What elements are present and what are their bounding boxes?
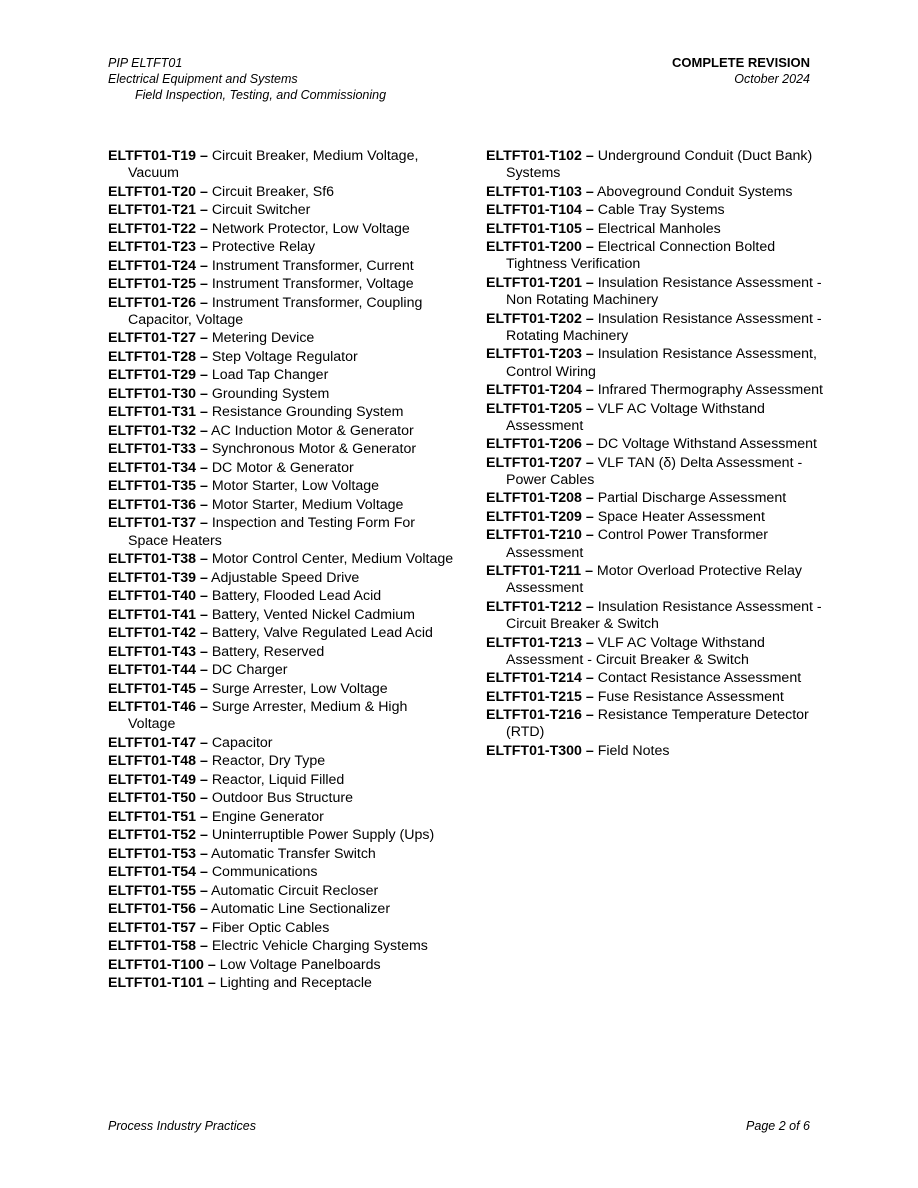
form-title: Load Tap Changer bbox=[211, 367, 329, 384]
form-title: Instrument Transformer, Voltage bbox=[211, 276, 414, 293]
form-title: Engine Generator bbox=[211, 808, 324, 825]
form-title: Metering Device bbox=[211, 330, 315, 347]
form-entry bbox=[108, 662, 458, 679]
form-code: ELTFT01-T212 – bbox=[486, 598, 594, 615]
form-title: Communications bbox=[211, 864, 318, 881]
form-code: ELTFT01-T21 – bbox=[108, 202, 208, 219]
form-entry bbox=[108, 901, 458, 918]
form-code: ELTFT01-T215 – bbox=[486, 688, 594, 705]
form-code: ELTFT01-T58 – bbox=[108, 938, 208, 955]
form-code: ELTFT01-T206 – bbox=[486, 436, 594, 453]
form-entry bbox=[108, 404, 458, 421]
form-title: Infrared Thermography Assessment bbox=[597, 382, 823, 399]
form-code: ELTFT01-T56 – bbox=[108, 901, 208, 918]
form-title: Instrument Transformer, Current bbox=[211, 257, 414, 274]
form-title: Partial Discharge Assessment bbox=[597, 490, 787, 507]
form-entry bbox=[108, 367, 458, 384]
form-entry bbox=[108, 202, 458, 219]
form-entry bbox=[108, 276, 458, 293]
form-title: Inspection and Testing Form For Space Heaters bbox=[128, 515, 416, 549]
form-code: ELTFT01-T25 – bbox=[108, 276, 208, 293]
form-title: Motor Starter, Low Voltage bbox=[211, 478, 379, 495]
form-title: Resistance Temperature Detector (RTD) bbox=[506, 707, 809, 741]
form-code: ELTFT01-T45 – bbox=[108, 680, 208, 697]
form-entry bbox=[486, 346, 826, 380]
form-title: Synchronous Motor & Generator bbox=[211, 441, 417, 458]
form-title: Contact Resistance Assessment bbox=[597, 670, 802, 687]
form-title: Circuit Breaker, Medium Voltage, Vacuum bbox=[128, 148, 419, 182]
form-entry bbox=[108, 753, 458, 770]
form-title: Grounding System bbox=[211, 385, 330, 402]
form-entry bbox=[108, 588, 458, 605]
form-code: ELTFT01-T46 – bbox=[108, 699, 208, 716]
form-title: Electrical Manholes bbox=[597, 220, 721, 237]
form-code: ELTFT01-T42 – bbox=[108, 625, 208, 642]
form-title: Insulation Resistance Assessment - Rotating Machinery bbox=[506, 310, 822, 344]
form-title: Instrument Transformer, Coupling Capacitor, Voltage bbox=[128, 294, 423, 328]
form-entry bbox=[108, 883, 458, 900]
form-entry bbox=[108, 423, 458, 440]
form-title: Electric Vehicle Charging Systems bbox=[211, 938, 428, 955]
form-entry bbox=[486, 490, 826, 507]
form-title: Insulation Resistance Assessment - Non Rotating Machinery bbox=[506, 274, 822, 309]
form-code: ELTFT01-T205 – bbox=[486, 400, 594, 417]
form-entry bbox=[108, 809, 458, 826]
form-title: Insulation Resistance Assessment, Control Wiring bbox=[506, 346, 817, 380]
form-code: ELTFT01-T27 – bbox=[108, 330, 208, 347]
form-entry bbox=[108, 625, 458, 642]
form-code: ELTFT01-T208 – bbox=[486, 490, 594, 507]
form-title: DC Motor & Generator bbox=[211, 459, 354, 476]
form-code: ELTFT01-T207 – bbox=[486, 454, 594, 471]
form-entry bbox=[108, 239, 458, 256]
page-header-left bbox=[108, 55, 386, 103]
form-entry bbox=[108, 349, 458, 366]
form-entry bbox=[108, 975, 458, 992]
form-code: ELTFT01-T300 – bbox=[486, 742, 594, 759]
form-entry bbox=[108, 699, 458, 733]
form-code: ELTFT01-T47 – bbox=[108, 734, 208, 751]
form-title: Low Voltage Panelboards bbox=[219, 956, 381, 973]
form-code: ELTFT01-T35 – bbox=[108, 478, 208, 495]
form-title: Battery, Reserved bbox=[211, 643, 325, 660]
form-code: ELTFT01-T33 – bbox=[108, 441, 208, 458]
forms-list-right bbox=[486, 148, 826, 761]
form-code: ELTFT01-T31 – bbox=[108, 404, 208, 421]
form-code: ELTFT01-T105 – bbox=[486, 220, 594, 237]
revision-date: October 2024 bbox=[734, 72, 810, 86]
form-entry bbox=[486, 436, 826, 453]
form-entry bbox=[108, 790, 458, 807]
form-title: Insulation Resistance Assessment - Circuit Breaker & Switch bbox=[506, 598, 822, 633]
form-code: ELTFT01-T20 – bbox=[108, 183, 208, 200]
form-entry bbox=[108, 681, 458, 698]
form-title: Motor Control Center, Medium Voltage bbox=[211, 551, 454, 568]
form-entry bbox=[486, 743, 826, 760]
form-entry bbox=[486, 527, 826, 561]
form-code: ELTFT01-T209 – bbox=[486, 508, 594, 525]
footer-publisher: Process Industry Practices bbox=[108, 1119, 256, 1133]
form-code: ELTFT01-T201 – bbox=[486, 274, 594, 291]
form-code: ELTFT01-T30 – bbox=[108, 385, 208, 402]
form-entry bbox=[108, 221, 458, 238]
form-title: Reactor, Dry Type bbox=[211, 753, 326, 770]
form-code: ELTFT01-T37 – bbox=[108, 515, 208, 532]
form-code: ELTFT01-T102 – bbox=[486, 148, 594, 164]
form-entry bbox=[108, 330, 458, 347]
form-entry bbox=[486, 509, 826, 526]
form-title: Circuit Breaker, Sf6 bbox=[211, 183, 335, 200]
form-code: ELTFT01-T213 – bbox=[486, 634, 594, 651]
form-title: Step Voltage Regulator bbox=[211, 348, 358, 365]
form-title: Fuse Resistance Assessment bbox=[597, 688, 784, 705]
form-code: ELTFT01-T202 – bbox=[486, 310, 594, 327]
form-code: ELTFT01-T204 – bbox=[486, 382, 594, 399]
form-code: ELTFT01-T200 – bbox=[486, 239, 594, 256]
footer-page-number: Page 2 of 6 bbox=[746, 1119, 810, 1133]
form-code: ELTFT01-T49 – bbox=[108, 771, 208, 788]
form-code: ELTFT01-T203 – bbox=[486, 346, 594, 363]
form-entry bbox=[486, 202, 826, 219]
form-title: Uninterruptible Power Supply (Ups) bbox=[211, 827, 435, 844]
form-title: Fiber Optic Cables bbox=[211, 919, 330, 936]
form-title: Surge Arrester, Low Voltage bbox=[211, 680, 388, 697]
form-title: Capacitor bbox=[211, 734, 273, 751]
form-title: Protective Relay bbox=[211, 239, 316, 256]
form-code: ELTFT01-T24 – bbox=[108, 257, 208, 274]
form-entry bbox=[486, 707, 826, 741]
form-entry bbox=[108, 184, 458, 201]
form-code: ELTFT01-T23 – bbox=[108, 239, 208, 256]
form-title: Network Protector, Low Voltage bbox=[211, 220, 410, 237]
form-code: ELTFT01-T36 – bbox=[108, 496, 208, 513]
form-entry bbox=[486, 635, 826, 669]
form-title: Lighting and Receptacle bbox=[219, 975, 372, 992]
form-title: Motor Starter, Medium Voltage bbox=[211, 496, 404, 513]
form-code: ELTFT01-T211 – bbox=[486, 563, 593, 580]
form-entry bbox=[108, 515, 458, 549]
form-entry bbox=[108, 827, 458, 844]
form-code: ELTFT01-T39 – bbox=[108, 569, 208, 586]
form-entry bbox=[108, 920, 458, 937]
form-entry bbox=[108, 938, 458, 955]
form-entry bbox=[486, 382, 826, 399]
form-code: ELTFT01-T19 – bbox=[108, 148, 208, 164]
form-code: ELTFT01-T50 – bbox=[108, 790, 208, 807]
revision-label: COMPLETE REVISION bbox=[672, 55, 810, 70]
form-code: ELTFT01-T104 – bbox=[486, 202, 594, 219]
form-code: ELTFT01-T210 – bbox=[486, 527, 594, 544]
form-entry bbox=[486, 563, 826, 597]
form-entry bbox=[486, 689, 826, 706]
page-header-right bbox=[672, 55, 810, 87]
form-code: ELTFT01-T40 – bbox=[108, 588, 208, 605]
form-entry bbox=[108, 386, 458, 403]
form-code: ELTFT01-T43 – bbox=[108, 643, 208, 660]
form-entry bbox=[108, 258, 458, 275]
form-code: ELTFT01-T101 – bbox=[108, 975, 216, 992]
form-title: Motor Overload Protective Relay Assessment bbox=[506, 563, 802, 597]
form-code: ELTFT01-T28 – bbox=[108, 348, 208, 365]
form-entry bbox=[486, 221, 826, 238]
form-entry bbox=[108, 772, 458, 789]
form-title: DC Voltage Withstand Assessment bbox=[597, 436, 817, 453]
form-entry bbox=[486, 311, 826, 345]
form-title: Space Heater Assessment bbox=[597, 508, 765, 525]
form-code: ELTFT01-T32 – bbox=[108, 422, 208, 439]
form-code: ELTFT01-T52 – bbox=[108, 827, 208, 844]
form-code: ELTFT01-T57 – bbox=[108, 919, 208, 936]
form-title: Battery, Flooded Lead Acid bbox=[211, 588, 382, 605]
form-title: VLF AC Voltage Withstand Assessment - Circuit Breaker & Switch bbox=[506, 634, 765, 668]
form-title: Outdoor Bus Structure bbox=[211, 790, 353, 807]
form-entry bbox=[108, 478, 458, 495]
form-entry bbox=[108, 570, 458, 587]
form-title: Automatic Circuit Recloser bbox=[211, 882, 379, 899]
form-title: Circuit Switcher bbox=[211, 202, 311, 219]
form-entry bbox=[108, 864, 458, 881]
form-code: ELTFT01-T29 – bbox=[108, 367, 208, 384]
form-code: ELTFT01-T103 – bbox=[486, 183, 594, 200]
form-entry bbox=[108, 957, 458, 974]
form-code: ELTFT01-T41 – bbox=[108, 606, 208, 623]
form-entry bbox=[486, 401, 826, 435]
form-entry bbox=[108, 644, 458, 661]
form-title: Battery, Valve Regulated Lead Acid bbox=[211, 625, 433, 642]
form-code: ELTFT01-T26 – bbox=[108, 294, 208, 311]
form-entry bbox=[108, 846, 458, 863]
form-code: ELTFT01-T48 – bbox=[108, 753, 208, 770]
form-code: ELTFT01-T54 – bbox=[108, 864, 208, 881]
form-code: ELTFT01-T100 – bbox=[108, 956, 216, 973]
form-title: Field Notes bbox=[597, 742, 670, 759]
form-entry bbox=[108, 148, 458, 182]
form-title: Electrical Connection Bolted Tightness Verification bbox=[506, 239, 776, 273]
form-title: Automatic Line Sectionalizer bbox=[211, 901, 391, 918]
form-entry bbox=[486, 148, 826, 182]
form-title: Cable Tray Systems bbox=[597, 202, 725, 219]
form-code: ELTFT01-T55 – bbox=[108, 882, 208, 899]
forms-list-left bbox=[108, 148, 458, 994]
form-title: Control Power Transformer Assessment bbox=[506, 527, 769, 561]
form-code: ELTFT01-T44 – bbox=[108, 662, 208, 679]
form-title: Underground Conduit (Duct Bank) Systems bbox=[506, 148, 813, 182]
form-entry bbox=[486, 275, 826, 309]
form-title: Battery, Vented Nickel Cadmium bbox=[211, 606, 415, 623]
doc-id: PIP ELTFT01 bbox=[108, 56, 183, 70]
form-code: ELTFT01-T22 – bbox=[108, 220, 208, 237]
form-code: ELTFT01-T53 – bbox=[108, 845, 208, 862]
form-entry bbox=[108, 295, 458, 329]
form-title: Automatic Transfer Switch bbox=[211, 845, 376, 862]
form-entry bbox=[108, 497, 458, 514]
form-title: VLF AC Voltage Withstand Assessment bbox=[506, 400, 765, 434]
form-code: ELTFT01-T38 – bbox=[108, 551, 208, 568]
form-entry bbox=[486, 184, 826, 201]
form-title: Surge Arrester, Medium & High Voltage bbox=[128, 699, 408, 733]
form-title: Aboveground Conduit Systems bbox=[596, 183, 793, 200]
form-title: VLF TAN (δ) Delta Assessment - Power Cables bbox=[506, 454, 803, 488]
form-entry bbox=[108, 441, 458, 458]
form-code: ELTFT01-T216 – bbox=[486, 707, 594, 724]
form-title: AC Induction Motor & Generator bbox=[211, 422, 414, 439]
form-entry bbox=[486, 239, 826, 273]
doc-title: Electrical Equipment and Systems bbox=[108, 72, 298, 86]
form-entry bbox=[108, 460, 458, 477]
form-code: ELTFT01-T51 – bbox=[108, 808, 208, 825]
form-entry bbox=[108, 607, 458, 624]
form-title: DC Charger bbox=[211, 662, 288, 679]
form-entry bbox=[486, 670, 826, 687]
form-title: Resistance Grounding System bbox=[211, 404, 404, 421]
doc-subtitle: Field Inspection, Testing, and Commissioning bbox=[135, 88, 387, 102]
form-entry bbox=[108, 735, 458, 752]
form-code: ELTFT01-T214 – bbox=[486, 670, 594, 687]
form-entry bbox=[486, 599, 826, 633]
form-entry bbox=[108, 551, 458, 568]
form-title: Adjustable Speed Drive bbox=[211, 569, 360, 586]
form-entry bbox=[486, 455, 826, 489]
form-title: Reactor, Liquid Filled bbox=[211, 771, 345, 788]
form-code: ELTFT01-T34 – bbox=[108, 459, 208, 476]
